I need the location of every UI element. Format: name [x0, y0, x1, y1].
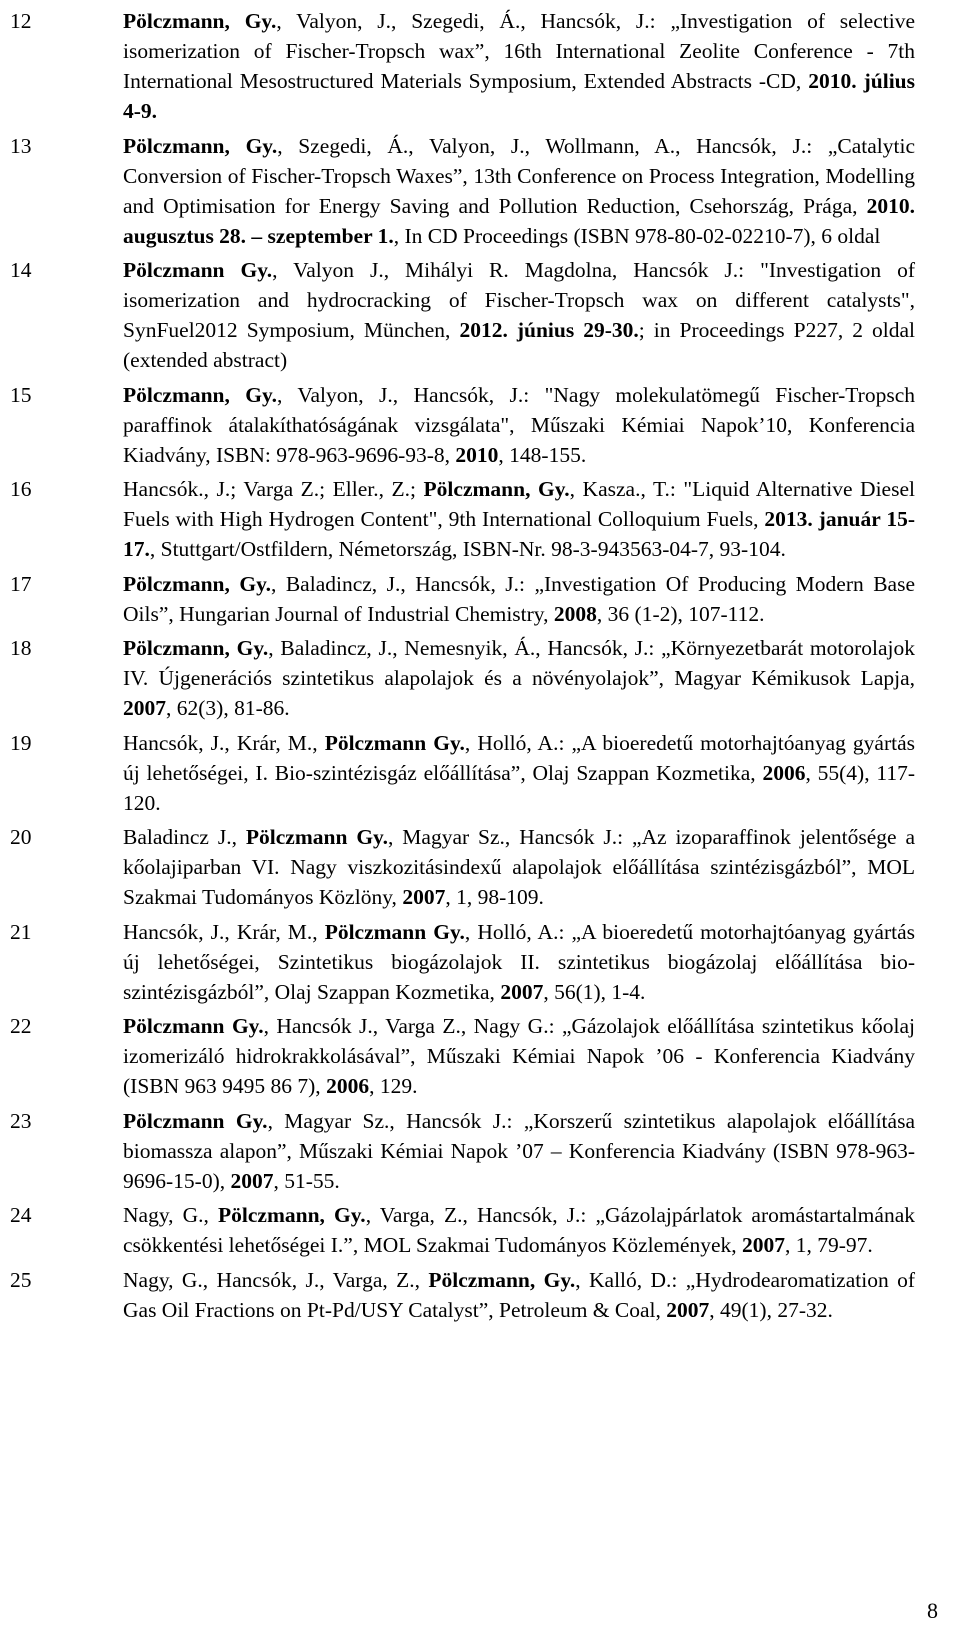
reference-number: 13 — [10, 133, 32, 158]
reference-number: 17 — [10, 571, 32, 596]
reference-item — [0, 1011, 960, 1101]
reference-bold-segment: 2010. augusztus 28. – szeptember 1. — [123, 193, 915, 248]
reference-text — [123, 731, 915, 815]
reference-segment: , Baladincz, J., Hancsók, J.: „Investigation Of Producing Modern Base Oils”, Hungarian Journal of Industrial Chemistry, — [123, 571, 915, 626]
reference-bold-segment: Pölczmann Gy. — [123, 258, 273, 282]
reference-segment: , 1, 79-97. — [785, 1233, 873, 1257]
reference-segment: , Varga, Z., Hancsók, J.: „Gázolajpárlatok aromástartalmának csökkentési lehetőségei I.”, MOL Szakmai Tudományos Közlemények, — [123, 1203, 915, 1257]
reference-bold-segment: 2007 — [123, 696, 166, 720]
reference-bold-segment: 2010. július 4-9. — [123, 69, 915, 123]
reference-number: 12 — [10, 9, 32, 33]
reference-segment: Hancsók., J.; Varga Z.; Eller., Z.; — [123, 477, 424, 501]
reference-bold-segment: 2008 — [553, 601, 597, 626]
reference-segment: , Baladincz, J., Nemesnyik, Á., Hancsók, J.: „Környezetbarát motorolajok IV. Újgenerációs szintetikus alapolajok és a növényolajok”, Magyar Kémikusok Lapja, — [123, 636, 915, 690]
reference-bold-segment: Pölczmann Gy. — [123, 1014, 264, 1038]
reference-segment: Nagy, G., — [123, 1203, 219, 1227]
reference-number: 22 — [10, 1014, 32, 1038]
reference-item — [0, 917, 960, 1007]
reference-segment: , Kasza., T.: "Liquid Alternative Diesel Fuels with High Hydrogen Content", 9th International Colloquium Fuels, — [123, 477, 915, 531]
reference-bold-segment: 2012. június 29-30. — [459, 318, 639, 342]
reference-number: 19 — [10, 730, 32, 755]
reference-bold-segment: Pölczmann Gy. — [245, 825, 388, 849]
reference-segment: , Magyar Sz., Hancsók J.: „Az izoparaffinok jelentősége a kőolajiparban VI. Nagy viszkozitásindexű alapolajok előállítása szintézisgázból”, MOL Szakmai Tudományos Közlöny, — [123, 825, 915, 909]
reference-item — [0, 1200, 960, 1260]
reference-text — [123, 1268, 915, 1322]
reference-segment: Hancsók, J., Krár, M., — [123, 919, 325, 944]
reference-segment: , Valyon, J., Szegedi, Á., Hancsók, J.: „Investigation of selective isomerization of Fischer-Tropsch wax”, 16th International Zeolite Conference - 7th International Mesostructured Materials Symposium, Extended Abstracts -CD, — [123, 9, 915, 93]
reference-bold-segment: 2013. január 15-17. — [123, 507, 915, 561]
reference-segment: , 56(1), 1-4. — [543, 979, 646, 1004]
reference-item — [0, 1265, 960, 1325]
reference-text — [123, 572, 915, 626]
reference-text — [123, 920, 915, 1004]
reference-bold-segment: Pölczmann Gy. — [123, 1108, 268, 1133]
reference-number: 16 — [10, 477, 32, 501]
reference-bold-segment: Pölczmann, Gy. — [123, 382, 277, 407]
reference-bold-segment: Pölczmann, Gy. — [428, 1267, 576, 1292]
reference-bold-segment: Pölczmann, Gy. — [423, 477, 570, 501]
reference-bold-segment: 2007 — [666, 1297, 710, 1322]
reference-segment: , 55(4), 117-120. — [123, 760, 915, 815]
reference-number: 20 — [10, 825, 32, 849]
reference-item — [0, 131, 960, 251]
reference-segment: , 36 (1-2), 107-112. — [596, 601, 765, 626]
reference-text — [123, 636, 915, 720]
reference-bold-segment: 2006 — [762, 760, 806, 785]
reference-item — [0, 569, 960, 629]
reference-text — [123, 1203, 915, 1257]
reference-number: 18 — [10, 636, 32, 660]
reference-number: 23 — [10, 1108, 32, 1133]
reference-bold-segment: 2007 — [500, 979, 544, 1004]
reference-list — [0, 6, 960, 1329]
reference-bold-segment: Pölczmann Gy. — [324, 919, 465, 944]
reference-segment: , Valyon, J., Hancsók, J.: "Nagy molekulatömegű Fischer-Tropsch paraffinok átalakíthatóságának vizsgálata", Műszaki Kémiai Napok’10, Konferencia Kiadvány, ISBN: 978-963-9696-93-8, — [123, 382, 915, 467]
reference-bold-segment: Pölczmann, Gy. — [123, 636, 269, 660]
reference-segment: , Holló, A.: „A bioeredetű motorhajtóanyag gyártás új lehetőségei, Szintetikus biogázolajok II. szintetikus biogázolaj előállítása bio-szintézisgázból”, Olaj Szappan Kozmetika, — [123, 919, 915, 1004]
reference-bold-segment: Pölczmann Gy. — [324, 730, 465, 755]
reference-bold-segment: Pölczmann, Gy. — [123, 133, 278, 158]
reference-text — [123, 1109, 915, 1193]
reference-segment: , 51-55. — [273, 1168, 340, 1193]
reference-bold-segment: 2007 — [402, 885, 446, 909]
reference-segment: , In CD Proceedings (ISBN 978-80-02-02210-7), 6 oldal — [393, 223, 881, 248]
reference-item — [0, 728, 960, 818]
reference-segment: , 129. — [369, 1074, 418, 1098]
reference-text — [123, 134, 915, 248]
reference-number: 25 — [10, 1267, 32, 1292]
reference-segment: Hancsók, J., Krár, M., — [123, 730, 325, 755]
reference-segment: , 148-155. — [498, 442, 587, 467]
reference-segment: , 62(3), 81-86. — [166, 696, 290, 720]
reference-text — [123, 825, 915, 909]
reference-item — [0, 822, 960, 912]
reference-segment: , Magyar Sz., Hancsók J.: „Korszerű szintetikus alapolajok előállítása biomassza alapon”, Műszaki Kémiai Napok ’07 – Konferencia Kiadvány (ISBN 978-963-9696-15-0), — [123, 1108, 915, 1193]
reference-number: 14 — [10, 258, 32, 282]
reference-bold-segment: Pölczmann, Gy. — [218, 1203, 366, 1227]
reference-number: 15 — [10, 382, 32, 407]
reference-bold-segment: 2007 — [742, 1233, 785, 1257]
reference-segment: , 1, 98-109. — [445, 885, 544, 909]
reference-text — [123, 9, 915, 123]
reference-segment: , Holló, A.: „A bioeredetű motorhajtóanyag gyártás új lehetőségei, I. Bio-szintézisgáz előállítása”, Olaj Szappan Kozmetika, — [123, 730, 915, 785]
reference-number: 21 — [10, 919, 32, 944]
reference-segment: , 49(1), 27-32. — [709, 1297, 833, 1322]
reference-bold-segment: 2007 — [230, 1168, 274, 1193]
reference-item — [0, 380, 960, 470]
reference-bold-segment: 2010 — [455, 442, 499, 467]
reference-item — [0, 6, 960, 126]
reference-item — [0, 474, 960, 564]
reference-segment: , Hancsók J., Varga Z., Nagy G.: „Gázolajok előállítása szintetikus kőolaj izomerizáló hidrokrakkolásával”, Műszaki Kémiai Napok ’06 - Konferencia Kiadvány (ISBN 963 9495 86 7), — [123, 1014, 915, 1098]
reference-bold-segment: Pölczmann, Gy. — [123, 571, 272, 596]
page-number: 8 — [927, 1598, 938, 1623]
reference-item — [0, 633, 960, 723]
reference-segment: ; in Proceedings P227, 2 oldal (extended abstract) — [123, 318, 915, 372]
reference-segment: Baladincz J., — [123, 825, 246, 849]
reference-segment: , Valyon J., Mihályi R. Magdolna, Hancsók J.: "Investigation of isomerization and hydrocracking of Fischer-Tropsch wax on different catalysts", SynFuel2012 Symposium, München, — [123, 258, 915, 342]
reference-text — [123, 258, 915, 372]
reference-text — [123, 1014, 915, 1098]
reference-segment: , Szegedi, Á., Valyon, J., Wollmann, A., Hancsók, J.: „Catalytic Conversion of Fischer-Tropsch Waxes”, 13th Conference on Process Integration, Modelling and Optimisation for Energy Saving and Pollution Reduction, Csehország, Prága, — [123, 133, 915, 218]
reference-item — [0, 255, 960, 375]
reference-segment: , Stuttgart/Ostfildern, Németország, ISBN-Nr. 98-3-943563-04-7, 93-104. — [149, 537, 786, 561]
reference-number: 24 — [10, 1203, 32, 1227]
reference-segment: Nagy, G., Hancsók, J., Varga, Z., — [123, 1267, 429, 1292]
reference-bold-segment: Pölczmann, Gy. — [123, 9, 277, 33]
reference-text — [123, 477, 915, 561]
reference-segment: , Kalló, D.: „Hydrodearomatization of Gas Oil Fractions on Pt-Pd/USY Catalyst”, Petroleum & Coal, — [123, 1267, 915, 1322]
reference-item — [0, 1106, 960, 1196]
reference-bold-segment: 2006 — [326, 1074, 370, 1098]
reference-text — [123, 383, 915, 467]
